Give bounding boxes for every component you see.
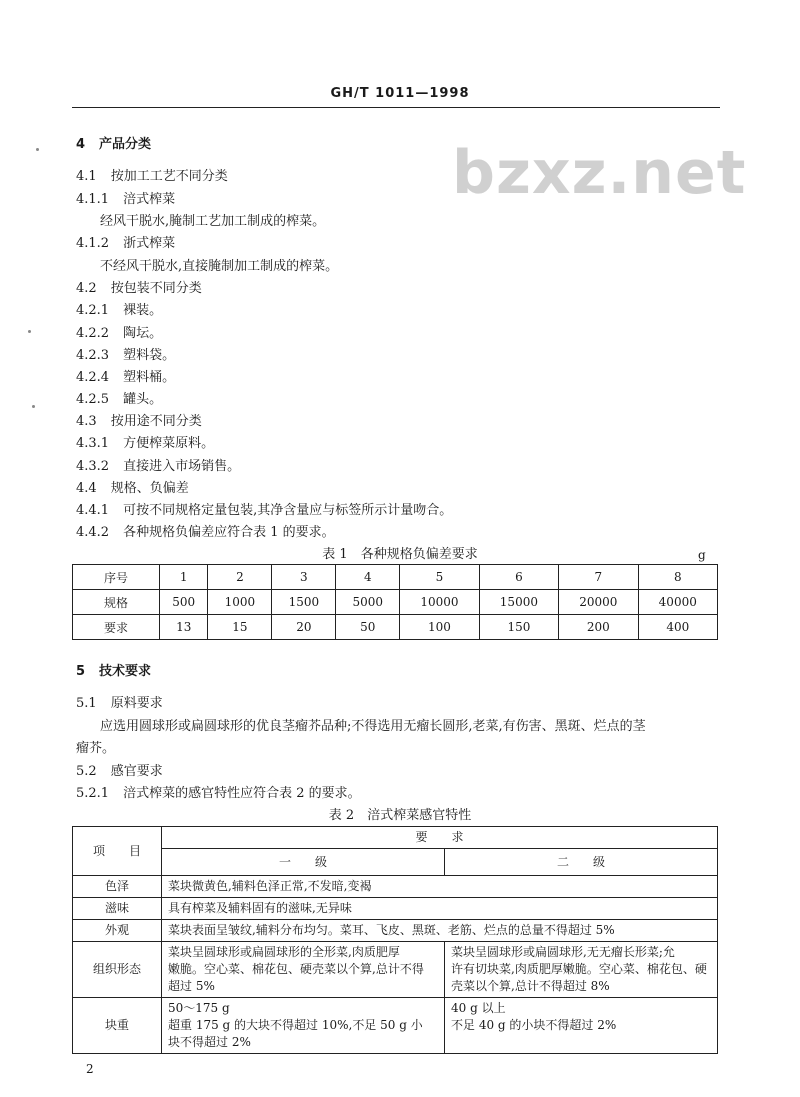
clause-5-2-1 xyxy=(76,782,361,801)
table-1-caption: 表 1 各种规格负偏差要求 xyxy=(322,547,478,562)
row-item: 块重 xyxy=(73,998,162,1054)
clause-text: 方便榨菜原料。 xyxy=(123,436,215,451)
table-cell xyxy=(162,998,445,1054)
clause-text: 塑料桶。 xyxy=(123,370,176,385)
table-cell: 1000 xyxy=(208,590,272,615)
row-label: 要求 xyxy=(73,615,160,640)
table-cell: 3 xyxy=(272,565,336,590)
clause-number: 4.3 xyxy=(76,414,97,429)
row-item: 色泽 xyxy=(73,876,162,898)
table-row xyxy=(73,876,718,898)
table-cell: 1500 xyxy=(272,590,336,615)
table-cell: 100 xyxy=(400,615,479,640)
clause-number: 4.2.3 xyxy=(76,348,110,363)
table-cell: 400 xyxy=(638,615,717,640)
table-cell: 200 xyxy=(559,615,638,640)
watermark: bzxz.net xyxy=(452,138,747,208)
clause-4-1-1 xyxy=(76,188,175,207)
table-cell: 50 xyxy=(336,615,400,640)
table-cell xyxy=(445,998,718,1054)
clause-number: 4.2.5 xyxy=(76,392,110,407)
table-row xyxy=(73,898,718,920)
clause-number: 5.2 xyxy=(76,764,97,779)
section-title: 产品分类 xyxy=(99,137,152,152)
table-cell: 10000 xyxy=(400,590,479,615)
row-label: 序号 xyxy=(73,565,160,590)
clause-text: 规格、负偏差 xyxy=(110,481,189,496)
clause-4-2-2 xyxy=(76,322,162,341)
table-cell: 菜块微黄色,辅料色泽正常,不发暗,变褐 xyxy=(162,876,718,898)
clause-5-1-body-line-1: 应选用圆球形或扁圆球形的优良茎瘤芥品种;不得选用无瘤长圆形,老菜,有伤害、黑斑、烂点的茎 xyxy=(100,719,646,734)
table-cell: 1 xyxy=(160,565,208,590)
clause-number: 4.1.1 xyxy=(76,192,110,207)
clause-4-1-2 xyxy=(76,232,175,251)
clause-text: 原料要求 xyxy=(110,696,163,711)
clause-number: 4.4 xyxy=(76,481,97,496)
table-row xyxy=(73,849,718,876)
cell-line: 许有切块菜,肉质肥厚嫩脆。空心菜、棉花包、硬 xyxy=(451,962,707,976)
table-cell: 40000 xyxy=(638,590,717,615)
section-number: 4 xyxy=(76,137,86,152)
page-number: 2 xyxy=(86,1062,94,1076)
clause-number: 4.2.1 xyxy=(76,303,110,318)
clause-number: 4.1.2 xyxy=(76,236,110,251)
table-cell: 20 xyxy=(272,615,336,640)
table-cell: 2 xyxy=(208,565,272,590)
clause-number: 4.4.2 xyxy=(76,525,110,540)
table-cell: 20000 xyxy=(559,590,638,615)
scan-speck xyxy=(28,330,31,333)
clause-text: 涪式榨菜 xyxy=(123,192,176,207)
scan-speck xyxy=(32,405,35,408)
clause-text: 感官要求 xyxy=(110,764,163,779)
clause-text: 按加工工艺不同分类 xyxy=(110,169,228,184)
table-1-unit: g xyxy=(698,548,706,562)
table-cell: 15 xyxy=(208,615,272,640)
clause-number: 4.4.1 xyxy=(76,503,110,518)
cell-line: 超重 175 g 的大块不得超过 10%,不足 50 g 小 xyxy=(168,1018,423,1032)
clause-text: 按包装不同分类 xyxy=(110,281,202,296)
cell-line: 菜块呈圆球形或扁圆球形,无无瘤长形菜;允 xyxy=(451,945,675,959)
column-header-grade-1: 一 级 xyxy=(162,849,445,876)
table-cell xyxy=(162,942,445,998)
cell-line: 40 g 以上 xyxy=(451,1001,506,1015)
table-row xyxy=(73,942,718,998)
clause-number: 4.2 xyxy=(76,281,97,296)
clause-text: 可按不同规格定量包装,其净含量应与标签所示计量吻合。 xyxy=(123,503,453,518)
table-cell: 8 xyxy=(638,565,717,590)
section-number: 5 xyxy=(76,664,86,679)
clause-text: 陶坛。 xyxy=(123,326,163,341)
column-header-grade-2: 二 级 xyxy=(445,849,718,876)
standard-number-header: GH/T 1011—1998 xyxy=(330,86,470,101)
clause-4-2-1 xyxy=(76,299,162,318)
row-item: 外观 xyxy=(73,920,162,942)
cell-line: 不足 40 g 的小块不得超过 2% xyxy=(451,1018,617,1032)
section-5-heading xyxy=(76,660,151,679)
cell-line: 菜块呈圆球形或扁圆球形的全形菜,肉质肥厚 xyxy=(168,945,400,959)
clause-5-2 xyxy=(76,760,163,779)
clause-4-2-3 xyxy=(76,344,175,363)
clause-4-4 xyxy=(76,477,189,496)
table-cell: 5 xyxy=(400,565,479,590)
table-2 xyxy=(72,826,718,1054)
clause-number: 4.2.4 xyxy=(76,370,110,385)
table-cell: 500 xyxy=(160,590,208,615)
clause-text: 浙式榨菜 xyxy=(123,236,176,251)
clause-4-3-2 xyxy=(76,455,240,474)
clause-4-4-1 xyxy=(76,499,452,518)
section-4-heading xyxy=(76,133,151,152)
clause-4-1 xyxy=(76,165,228,184)
cell-line: 超过 5% xyxy=(168,979,215,993)
table-row xyxy=(73,920,718,942)
header-rule xyxy=(72,107,720,108)
clause-4-3-1 xyxy=(76,432,214,451)
clause-text: 各种规格负偏差应符合表 1 的要求。 xyxy=(123,525,335,540)
cell-line: 嫩脆。空心菜、棉花包、硬壳菜以个算,总计不得 xyxy=(168,962,424,976)
table-cell: 4 xyxy=(336,565,400,590)
cell-line: 块不得超过 2% xyxy=(168,1035,251,1049)
clause-number: 4.3.2 xyxy=(76,459,110,474)
scan-speck xyxy=(36,148,39,151)
table-cell: 菜块表面呈皱纹,辅料分布均匀。菜耳、飞皮、黑斑、老筋、烂点的总量不得超过 5% xyxy=(162,920,718,942)
clause-4-1-1-body: 经风干脱水,腌制工艺加工制成的榨菜。 xyxy=(100,214,326,229)
clause-4-2-4 xyxy=(76,366,175,385)
clause-4-1-2-body: 不经风干脱水,直接腌制加工制成的榨菜。 xyxy=(100,259,339,274)
table-1 xyxy=(72,564,718,640)
table-2-caption: 表 2 涪式榨菜感官特性 xyxy=(328,808,472,823)
table-row xyxy=(73,590,718,615)
clause-text: 直接进入市场销售。 xyxy=(123,459,241,474)
table-row xyxy=(73,565,718,590)
clause-number: 4.3.1 xyxy=(76,436,110,451)
table-cell: 150 xyxy=(479,615,558,640)
column-header-requirement: 要 求 xyxy=(162,827,718,849)
table-row xyxy=(73,998,718,1054)
table-cell: 6 xyxy=(479,565,558,590)
table-row xyxy=(73,827,718,849)
clause-text: 裸装。 xyxy=(123,303,163,318)
clause-number: 5.1 xyxy=(76,696,97,711)
table-cell: 13 xyxy=(160,615,208,640)
clause-text: 塑料袋。 xyxy=(123,348,176,363)
clause-text: 按用途不同分类 xyxy=(110,414,202,429)
section-title: 技术要求 xyxy=(99,664,152,679)
table-cell: 具有榨菜及辅料固有的滋味,无异味 xyxy=(162,898,718,920)
table-cell: 7 xyxy=(559,565,638,590)
clause-text: 罐头。 xyxy=(123,392,163,407)
clause-number: 4.1 xyxy=(76,169,97,184)
row-item: 滋味 xyxy=(73,898,162,920)
row-item: 组织形态 xyxy=(73,942,162,998)
table-row xyxy=(73,615,718,640)
clause-5-1-body-line-2: 瘤芥。 xyxy=(76,741,116,756)
clause-4-2 xyxy=(76,277,202,296)
cell-line: 50～175 g xyxy=(168,1001,230,1015)
column-header-item: 项 目 xyxy=(73,827,162,876)
clause-number: 5.2.1 xyxy=(76,786,110,801)
clause-number: 4.2.2 xyxy=(76,326,110,341)
clause-text: 涪式榨菜的感官特性应符合表 2 的要求。 xyxy=(123,786,361,801)
table-cell xyxy=(445,942,718,998)
clause-5-1 xyxy=(76,692,163,711)
clause-4-4-2 xyxy=(76,521,335,540)
cell-line: 壳菜以个算,总计不得超过 8% xyxy=(451,979,610,993)
clause-4-2-5 xyxy=(76,388,162,407)
table-cell: 5000 xyxy=(336,590,400,615)
clause-4-3 xyxy=(76,410,202,429)
table-cell: 15000 xyxy=(479,590,558,615)
row-label: 规格 xyxy=(73,590,160,615)
